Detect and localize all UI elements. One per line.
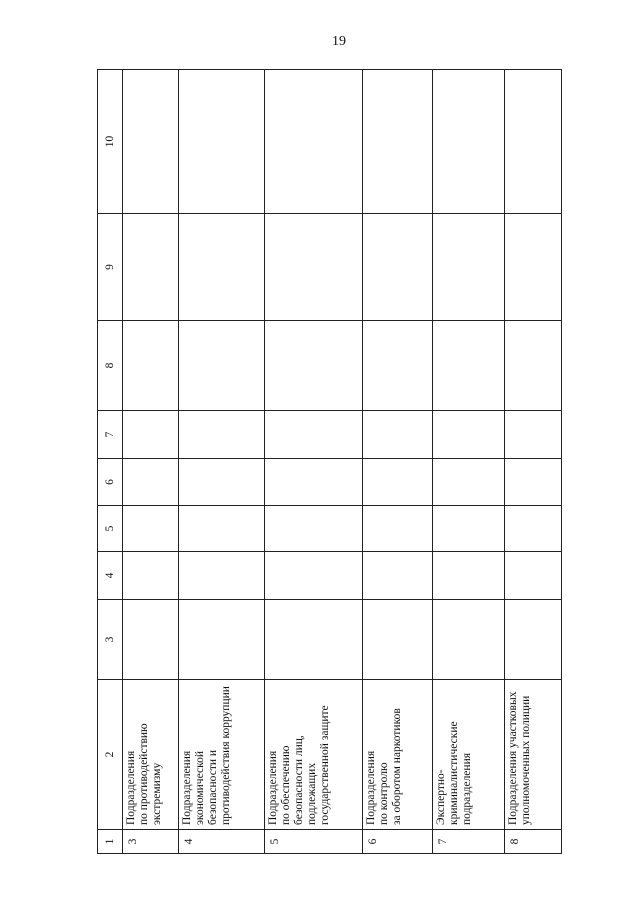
unit-name: Подразделения по контролю за оборотом наркотиков (363, 680, 433, 830)
unit-name: Экспертно- криминалистические подразделения (433, 680, 505, 830)
data-cell (123, 214, 179, 321)
data-cell (123, 600, 179, 680)
data-cell (363, 506, 433, 552)
data-cell (505, 321, 562, 411)
data-cell (363, 600, 433, 680)
data-cell (179, 321, 265, 411)
data-cell (123, 70, 179, 214)
table-row (123, 70, 179, 854)
row-number: 6 (363, 830, 433, 854)
row-number: 4 (179, 830, 265, 854)
data-cell (433, 214, 505, 321)
data-cell (433, 459, 505, 506)
rotated-table (97, 70, 556, 854)
data-cell (179, 70, 265, 214)
unit-name: Подразделения участковых уполномоченных полиции (505, 680, 562, 830)
data-cell (265, 506, 363, 552)
data-cell (363, 411, 433, 459)
header-cell-8: 8 (98, 321, 123, 411)
table-row (265, 70, 363, 854)
data-cell (265, 214, 363, 321)
data-cell (179, 506, 265, 552)
data-cell (433, 411, 505, 459)
data-cell (433, 321, 505, 411)
data-cell (123, 411, 179, 459)
data-cell (265, 459, 363, 506)
table-container (97, 70, 556, 854)
data-cell (265, 552, 363, 600)
data-cell (505, 214, 562, 321)
row-number: 8 (505, 830, 562, 854)
table-row (505, 70, 562, 854)
data-cell (265, 600, 363, 680)
data-table (97, 69, 562, 854)
header-cell-1: 1 (98, 830, 123, 854)
row-number: 5 (265, 830, 363, 854)
table-row (433, 70, 505, 854)
unit-name: Подразделения по противодействию экстремизму (123, 680, 179, 830)
data-cell (505, 552, 562, 600)
data-cell (363, 70, 433, 214)
header-cell-2: 2 (98, 680, 123, 830)
header-cell-4: 4 (98, 552, 123, 600)
data-cell (363, 552, 433, 600)
page-number: 19 (332, 34, 346, 49)
data-cell (505, 459, 562, 506)
header-cell-7: 7 (98, 411, 123, 459)
header-row (98, 70, 123, 854)
unit-name: Подразделения по обеспечению безопасности лиц, подлежащих государственной защите (265, 680, 363, 830)
unit-name: Подразделения экономической безопасности и противодействия коррупции (179, 680, 265, 830)
header-cell-6: 6 (98, 459, 123, 506)
data-cell (179, 214, 265, 321)
row-number: 7 (433, 830, 505, 854)
data-cell (179, 600, 265, 680)
data-cell (433, 600, 505, 680)
data-cell (363, 321, 433, 411)
data-cell (505, 411, 562, 459)
table-row (363, 70, 433, 854)
header-cell-5: 5 (98, 506, 123, 552)
data-cell (505, 506, 562, 552)
header-cell-10: 10 (98, 70, 123, 214)
data-cell (265, 70, 363, 214)
data-cell (123, 552, 179, 600)
header-cell-3: 3 (98, 600, 123, 680)
row-number: 3 (123, 830, 179, 854)
data-cell (433, 506, 505, 552)
data-cell (363, 214, 433, 321)
data-cell (505, 70, 562, 214)
header-cell-9: 9 (98, 214, 123, 321)
data-cell (123, 506, 179, 552)
data-cell (123, 321, 179, 411)
table-row (179, 70, 265, 854)
data-cell (123, 459, 179, 506)
data-cell (179, 459, 265, 506)
data-cell (505, 600, 562, 680)
data-cell (433, 70, 505, 214)
data-cell (265, 411, 363, 459)
data-cell (363, 459, 433, 506)
data-cell (179, 411, 265, 459)
data-cell (179, 552, 265, 600)
data-cell (433, 552, 505, 600)
data-cell (265, 321, 363, 411)
